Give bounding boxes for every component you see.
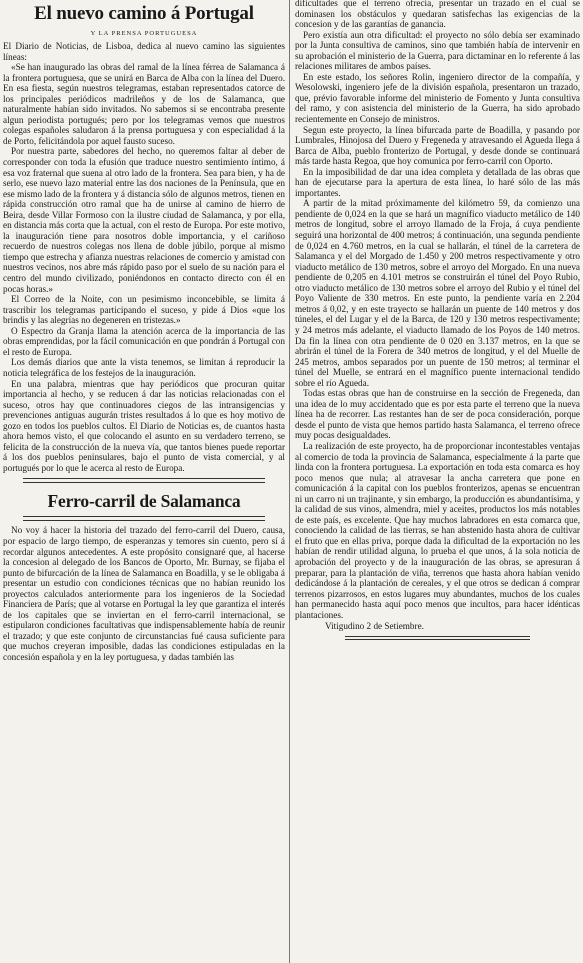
paragraph: O Espectro da Granja llama la atención acerca de la importancia de las obras emprendidas, por la fácil comunicación en que pondrán á Portugal con el resto de Europa. xyxy=(3,325,285,357)
paragraph: A partir de la mitad próximamente del kilómetro 59, da comienzo una pendiente de 0,024 en la que se hará un magnífico viaducto metálico de 140 metros de longitud, sobre el arroyo llamado de la Froja, á cuya pendiente seguirá una horizontal de 400 metros; á continuación, una segunda pendiente de 0,024 en 4.760 metros, en la cual se hallarán, el túnel de la carretera de Salamanca y el del Morgado de 1.450 y 200 metros respectivamente y otro viaducto metálico de 130 metros, sobre el arroyo del Morgado. En una nueva pendiente de 0,205 en 4.101 metros se construirán el túnel del Poyo Rubio, otro viaducto metálico de 130 metros sobre el arroyo del Rubio y el túnel del Poyo Valiente de 330 metros. En este punto, la pendiente varía en 2.204 metros á 0,02, y en este trayecto se hallarán un puente de 140 metros y dos túneles, el del Lugar y el de la Barca, de 120 y 130 metros respectivamente; y 24 metros más adelante, el viaducto llamado de los Poyos de 140 metros. Da fin la línea con otra pendiente de 0 020 en 3.137 metros, en la que se abrirán el túnel de la Forera de 340 metros de longitud, y el del Muelle de 245 metros, ambos separados por un puente de 150 metros; al terminar el túnel del Muelle, se entrará en el magnífico puente internacional tendido sobre el río Agueda. xyxy=(295,198,580,388)
paragraph: La realización de este proyecto, ha de proporcionar incontestables ventajas al comercio de toda la provincia de Salamanca, especialmente á la parte que linda con la frontera portuguesa. La exportación en toda esta comarca es hoy poco menos que nula; al atravesar la ancha carretera que pone en comunicación á la capital con los pueblos fronterizos, apenas se encuentran ni un carro ni un trajinante, y sin embargo, la producción es abundantísima, y la calidad de sus vinos, almendra, miel y aceites, productos los más notables de este país, es excelente. Que hay muchos labradores en esta comarca que, conociendo la calidad de las tierras, se han abstenido hasta ahora de cultivar el fruto que en ellas priva, porque dada la dificultad de la exportación no les habían de rendir utilidad alguna, lo prueba el que unos, á la sola noticia de aprobación del proyecto y de la inauguración de las obras, se apresuran á preparar, para la plantación de viña, terrenos que hasta ahora habían venido dedicándose á la plantación de cereales, y el que otros se dedican á comprar terrenos pizarrosos, en estos lugares muy abundantes, muchos de los cuales han permanecido hasta aquí poco menos que incultos, para hacer idénticas plantaciones. xyxy=(295,440,580,620)
paragraph: Los demás diarios que ante la vista tenemos, se limitan á reproducir la noticia telegráfica de los festejos de la inauguración. xyxy=(3,357,285,378)
section-divider xyxy=(23,478,265,483)
paragraph: En la imposibilidad de dar una idea completa y detallada de las obras que han de ejecutarse para la apertura de esta línea, lo haré sólo de las más importantes. xyxy=(295,166,580,198)
paragraph: No voy á hacer la historia del trazado del ferro-carril del Duero, causa, por espacio de largo tiempo, de esperanzas y temores sin cuento, pero sí á recordar algunos antecedentes. A este propósito consignaré que, al hacerse la concesion al delegado de los Bancos de Oporto, Mr. Burnay, se fijaba el punto de bifurcación de la línea de Salamanca en Boadilla, y se le obligaba á presentar un estudio con condiciones técnicas que no habían reunido los proyectos calculados anteriormente para los ingenieros de la Sociedad Financiera de París; que al votarse en Portugal la ley que garantiza el interés de los capitales que se inviertan en el ferro-carril internacional, se estipularon condiciones facultativas que indispensablemente había de reunir el trazado; y que este conjunto de circunstancias fué causa suficiente para que muchos creyeran imposible, dadas las condiciones estipuladas en la concesión española y en la ley portuguesa, y dadas también las xyxy=(3,525,285,662)
paragraph: En una palabra, mientras que hay periódicos que procuran quitar importancia al hecho, y se reducen á dar las noticias relacionadas con el suceso, otros hay que continuadores ciegos de las intransigencias y prevenciones antiguas augurán tristes resultados á lo que es hoy motivo de gozo en todos los pueblos cultos. El Diario de Noticias es, de cuantos hasta ahora hemos visto, el que colocando el asunto en su verdadero terreno, se felicita de la construcción de la nueva vía, que tantos bienes puede reportar á los dos pueblos peninsulares, bajo el punto de vista comercial, y al portugués por lo que le acerca al resto de Europa. xyxy=(3,378,285,473)
paragraph: Todas estas obras que han de construirse en la sección de Fregeneda, dan una idea de lo muy accidentado que es por esta parte el terreno que la nueva línea ha de recorrer. Las restantes han de ser de poca consideración, porque desde el punto de vista que hemos partido hasta Salamanca, el terreno ofrece muy pocas desigualdades. xyxy=(295,388,580,441)
paragraph: El Diario de Noticias, de Lisboa, dedica al nuevo camino las siguientes líneas: xyxy=(3,41,285,62)
newspaper-page xyxy=(3,0,580,963)
article-subtitle: Y LA PRENSA PORTUGUESA xyxy=(90,30,198,37)
left-column xyxy=(3,0,285,963)
paragraph: dificultades que el terreno ofrecía, presentar un trazado en el cual se dominasen los obstáculos y quedaran satisfechas las exigencias de la concesion y de las garantías de ganancia. xyxy=(295,0,580,30)
column-separator xyxy=(289,0,290,963)
paragraph: En este estado, los señores Rolin, ingeniero director de la compañía, y Wesolowski, ingeniero jefe de la división española, presentaron un trazado, que, prévio favorable informe del ministerio de Fomento y Junta consultiva del ramo, y con asistencia del ministerio de la Guerra, ha sido aprobado recientemente en Consejo de ministros. xyxy=(295,71,580,125)
paragraph: Segun este proyecto, la línea bifurcada parte de Boadilla, y pasando por Lumbrales, Hinojosa del Duero y Fregeneda y atravesando el Agueda llega á Barca de Alba, pueblo fronterizo de Portugal, y desde donde se continuará más tarde hasta Regoa, que hoy comunica por ferro-carril con Oporto. xyxy=(295,124,580,167)
paragraph: Por nuestra parte, sabedores del hecho, no queremos faltar al deber de corresponder con toda la efusión que traduce nuestro sentimiento íntimo, á esa voz fraternal que suena al otro lado de la frontera. Sea para bien, y ha de serlo, ese nuevo lazo material entre las dos naciones de la Península, que en ese mismo lado de la frontera y á distancia sólo de algunos metros, tienen en rápida construcción otro ramal que ha de unirse al camino de hierro de Beira, desde Villar Formoso con la ilustre ciudad de Salamanca, y por ella, en distancia más corta que la actual, con el resto de Europa. Por este motivo, la inauguración tiene para nosotros doble importancia, y el cariñoso recuerdo de nuestros colegas nos llena de doble júbilo, porque al mismo tiempo que estrecha y afianza nuestras relaciones de comercio y amistad con nuestros vecinos, nos abre más rápido paso por el suelo de su nación para el centro del mundo civilizado, poniéndonos en contacto directo con él en pocas horas.» xyxy=(3,146,285,294)
paragraph: Pero existía aun otra dificultad: el proyecto no sólo debía ser examinado por la Junta consultiva de caminos, sino que también había de intervenir en su aprobación el ministerio de la Guerra, para dictaminar en lo referente á las relaciones militares de ambos países. xyxy=(295,29,580,72)
title-underline xyxy=(23,516,265,521)
right-column xyxy=(295,0,580,963)
paragraph: «Se han inaugurado las obras del ramal de la línea férrea de Salamanca á la frontera portuguesa, que se unirá en Barca de Alba con la línea del Duero. En esa fiesta, según nuestros telegramas, estaban representados catorce de los principales periódicos madrileños y de los de Salamanca, que naturalmente habían sido invitados. No sabemos si se encontraba presente algun periodista portugués; pero por los telegramas vemos que nuestros colegas españoles saludaron á la prensa portuguesa y con especialidad á la de Porto, felicitándola por aquel fausto suceso. xyxy=(3,62,285,146)
end-rule xyxy=(345,636,530,640)
article-title-ferro-carril: Ferro-carril de Salamanca xyxy=(47,491,241,512)
paragraph: El Correo de la Noite, con un pesimismo inconcebible, se limita á trascribir los telegramas participando el suceso, y pide á Dios «que los brindis y las alegrías no degeneren en tristezas.» xyxy=(3,294,285,326)
article-title-nuevo-camino: El nuevo camino á Portugal xyxy=(34,3,254,24)
signature: Vitigudino 2 de Setiembre. xyxy=(325,621,424,632)
